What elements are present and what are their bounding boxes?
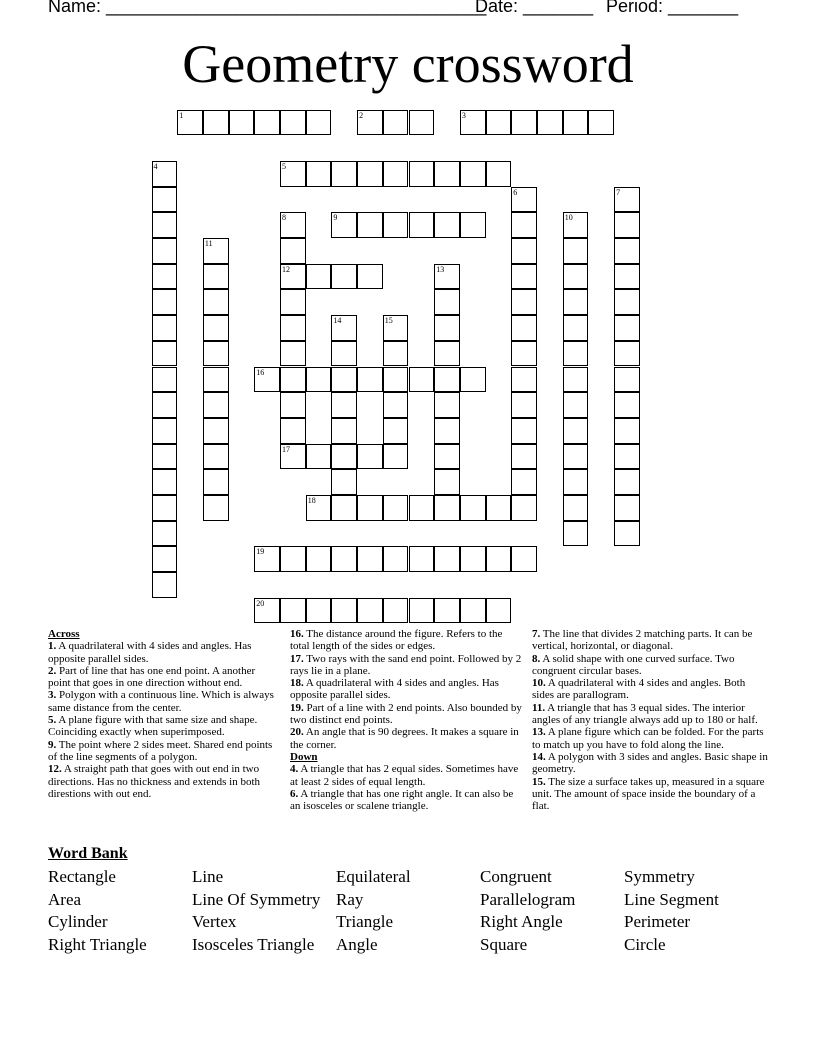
crossword-cell[interactable] — [203, 341, 229, 367]
crossword-cell[interactable] — [511, 238, 537, 264]
crossword-cell[interactable] — [331, 341, 357, 367]
crossword-cell[interactable] — [563, 469, 589, 495]
word-bank-item: Perimeter — [624, 912, 691, 931]
crossword-cell[interactable] — [434, 315, 460, 341]
crossword-cell[interactable] — [614, 521, 640, 547]
clue-item-text: Part of line that has one end point. A another point that goes in one direction without end. — [48, 664, 256, 690]
clue-item-number: 19. — [290, 701, 304, 714]
crossword-cell[interactable] — [460, 598, 486, 624]
crossword-cell[interactable] — [511, 315, 537, 341]
crossword-cell[interactable] — [331, 264, 357, 290]
crossword-cell[interactable] — [434, 418, 460, 444]
crossword-cell[interactable] — [614, 264, 640, 290]
crossword-cell[interactable] — [409, 495, 435, 521]
clue-item — [290, 677, 522, 702]
crossword-cell[interactable] — [280, 315, 306, 341]
crossword-cell[interactable] — [152, 161, 178, 187]
crossword-cell[interactable] — [563, 238, 589, 264]
crossword-cell[interactable] — [254, 367, 280, 393]
crossword-cell[interactable] — [563, 495, 589, 521]
crossword-cell[interactable] — [357, 444, 383, 470]
clue-item — [290, 653, 522, 678]
clue-item — [532, 677, 768, 702]
clue-item — [532, 751, 768, 776]
crossword-cell[interactable] — [203, 418, 229, 444]
crossword-cell[interactable] — [434, 289, 460, 315]
crossword-cell[interactable] — [280, 418, 306, 444]
crossword-cell[interactable] — [203, 444, 229, 470]
crossword-cell[interactable] — [511, 392, 537, 418]
word-bank-item: Vertex — [192, 912, 237, 931]
clue-item-number: 18. — [290, 677, 304, 690]
crossword-cell[interactable] — [460, 110, 486, 136]
crossword-cell[interactable] — [152, 315, 178, 341]
clue-item-text: A plane figure with that same size and shape. Coinciding exactly when superimposed. — [48, 714, 258, 739]
clue-item-number: 20. — [290, 726, 304, 739]
word-bank-item: Congruent — [480, 867, 552, 886]
clue-number: 17 — [282, 444, 290, 454]
crossword-cell[interactable] — [614, 444, 640, 470]
crossword-cell[interactable] — [177, 110, 203, 136]
crossword-cell[interactable] — [280, 264, 306, 290]
clue-number: 4 — [153, 161, 158, 171]
clue-item — [290, 726, 522, 751]
crossword-cell[interactable] — [563, 212, 589, 238]
crossword-cell[interactable] — [434, 598, 460, 624]
crossword-cell[interactable] — [306, 444, 332, 470]
crossword-cell[interactable] — [614, 367, 640, 393]
crossword-cell[interactable] — [152, 341, 178, 367]
clue-item-text: The size a surface takes up, measured in a square unit. The amount of space inside the boundary of a flat. — [532, 775, 765, 813]
crossword-cell[interactable] — [434, 341, 460, 367]
word-bank-item: Isosceles Triangle — [192, 935, 315, 954]
clue-item-number: 9. — [48, 738, 57, 751]
crossword-cell[interactable] — [152, 392, 178, 418]
word-bank-item: Rectangle — [48, 867, 116, 886]
crossword-cell[interactable] — [383, 315, 409, 341]
clue-item-number: 11. — [532, 701, 546, 714]
clue-item-text: An angle that is 90 degrees. It makes a square in the corner. — [290, 726, 519, 751]
clues-column-1 — [48, 628, 280, 800]
clue-item-text: Two rays with the sand end point. Followed by 2 rays lie in a plane. — [290, 652, 522, 677]
crossword-cell[interactable] — [563, 521, 589, 547]
crossword-cell[interactable] — [203, 392, 229, 418]
crossword-cell[interactable] — [331, 444, 357, 470]
crossword-cell[interactable] — [203, 264, 229, 290]
crossword-cell[interactable] — [614, 212, 640, 238]
clue-item-number: 17. — [290, 652, 304, 665]
crossword-cell[interactable] — [280, 392, 306, 418]
crossword-cell[interactable] — [434, 161, 460, 187]
crossword-cell[interactable] — [383, 546, 409, 572]
crossword-cell[interactable] — [383, 110, 409, 136]
crossword-cell[interactable] — [563, 315, 589, 341]
clue-number: 5 — [282, 161, 286, 171]
crossword-cell[interactable] — [152, 572, 178, 598]
crossword-cell[interactable] — [383, 341, 409, 367]
crossword-cell[interactable] — [306, 161, 332, 187]
crossword-cell[interactable] — [306, 546, 332, 572]
crossword-cell[interactable] — [409, 161, 435, 187]
clue-item — [532, 702, 768, 727]
clue-item — [48, 640, 280, 665]
crossword-cell[interactable] — [434, 264, 460, 290]
crossword-cell[interactable] — [306, 495, 332, 521]
crossword-cell[interactable] — [203, 495, 229, 521]
clue-item-text: The line that divides 2 matching parts. It can be vertical, horizontal, or diagonal. — [532, 628, 753, 653]
crossword-cell[interactable] — [306, 598, 332, 624]
crossword-cell[interactable] — [511, 418, 537, 444]
crossword-cell[interactable] — [434, 495, 460, 521]
crossword-cell[interactable] — [434, 546, 460, 572]
crossword-cell[interactable] — [331, 546, 357, 572]
clue-number: 6 — [513, 187, 518, 197]
page-title: Geometry crossword — [182, 34, 634, 94]
crossword-cell[interactable] — [614, 469, 640, 495]
crossword-cell[interactable] — [306, 367, 332, 393]
crossword-cell[interactable] — [383, 161, 409, 187]
word-bank-item: Square — [480, 935, 528, 954]
crossword-cell[interactable] — [152, 187, 178, 213]
crossword-cell[interactable] — [280, 367, 306, 393]
crossword-cell[interactable] — [434, 444, 460, 470]
crossword-cell[interactable] — [152, 444, 178, 470]
crossword-cell[interactable] — [409, 367, 435, 393]
clue-item-number: 5. — [48, 714, 57, 727]
crossword-cell[interactable] — [614, 418, 640, 444]
crossword-cell[interactable] — [280, 341, 306, 367]
crossword-cell[interactable] — [280, 110, 306, 136]
crossword-cell[interactable] — [152, 418, 178, 444]
clue-item — [48, 763, 280, 800]
crossword-cell[interactable] — [460, 161, 486, 187]
crossword-cell[interactable] — [511, 212, 537, 238]
crossword-cell[interactable] — [280, 161, 306, 187]
crossword-cell[interactable] — [614, 341, 640, 367]
word-bank-item: Circle — [624, 935, 666, 954]
clue-item-text: A triangle that has 2 equal sides. Sometimes have at least 2 sides of equal length. — [290, 763, 519, 788]
crossword-cell[interactable] — [486, 546, 512, 572]
crossword-cell[interactable] — [331, 315, 357, 341]
word-bank-item: Parallelogram — [480, 890, 576, 909]
crossword-cell[interactable] — [614, 238, 640, 264]
crossword-cell[interactable] — [383, 367, 409, 393]
crossword-cell[interactable] — [280, 444, 306, 470]
clue-item — [290, 763, 522, 788]
clue-number: 16 — [256, 367, 265, 377]
crossword-cell[interactable] — [331, 469, 357, 495]
word-bank-item: Ray — [336, 890, 364, 909]
crossword-cell[interactable] — [331, 495, 357, 521]
crossword-cell[interactable] — [152, 367, 178, 393]
crossword-cell[interactable] — [357, 110, 383, 136]
clue-item-text: A quadrilateral with 4 sides and angles. Has opposite parallel sides. — [48, 640, 252, 665]
crossword-cell[interactable] — [357, 598, 383, 624]
crossword-cell[interactable] — [203, 289, 229, 315]
clue-item-number: 8. — [532, 652, 541, 665]
clue-number: 14 — [333, 316, 342, 326]
crossword-cell[interactable] — [511, 444, 537, 470]
crossword-cell[interactable] — [460, 367, 486, 393]
crossword-cell[interactable] — [434, 469, 460, 495]
clue-item — [48, 714, 280, 739]
crossword-cell[interactable] — [280, 289, 306, 315]
crossword-cell[interactable] — [203, 315, 229, 341]
crossword-cell[interactable] — [563, 264, 589, 290]
crossword-cell[interactable] — [563, 392, 589, 418]
clue-item — [48, 689, 280, 714]
clue-heading: Across — [48, 628, 80, 640]
clue-item-number: 2. — [48, 664, 57, 677]
crossword-cell[interactable] — [563, 444, 589, 470]
clue-item-number: 7. — [532, 628, 541, 640]
crossword-cell[interactable] — [486, 495, 512, 521]
crossword-cell[interactable] — [563, 367, 589, 393]
crossword-cell[interactable] — [460, 212, 486, 238]
clue-number: 3 — [461, 110, 466, 120]
clues-column-2 — [290, 628, 522, 812]
crossword-cell[interactable] — [331, 161, 357, 187]
crossword-cell[interactable] — [486, 598, 512, 624]
crossword-cell[interactable] — [511, 495, 537, 521]
clue-number: 13 — [436, 264, 445, 274]
crossword-cell[interactable] — [152, 289, 178, 315]
clue-item-number: 13. — [532, 726, 546, 739]
word-bank-item: Line Segment — [624, 890, 719, 909]
crossword-cell[interactable] — [331, 598, 357, 624]
clue-item-text: Polygon with a continuous line. Which is always same distance from the center. — [48, 689, 274, 714]
crossword-cell[interactable] — [152, 238, 178, 264]
crossword-cell[interactable] — [511, 264, 537, 290]
crossword-cell[interactable] — [511, 110, 537, 136]
crossword-cell[interactable] — [614, 495, 640, 521]
crossword-cell[interactable] — [331, 212, 357, 238]
crossword-cell[interactable] — [383, 418, 409, 444]
name-field[interactable]: Name: ______________________________________ — [48, 0, 487, 16]
crossword-cell[interactable] — [357, 367, 383, 393]
clue-item-text: A polygon with 3 sides and angles. Basic shape in geometry. — [532, 750, 768, 776]
crossword-cell[interactable] — [434, 212, 460, 238]
word-bank-item: Symmetry — [624, 867, 695, 886]
crossword-cell[interactable] — [511, 341, 537, 367]
crossword-cell[interactable] — [203, 110, 229, 136]
crossword-cell[interactable] — [460, 546, 486, 572]
crossword-cell[interactable] — [357, 495, 383, 521]
clue-item-number: 6. — [290, 787, 299, 800]
crossword-cell[interactable] — [152, 469, 178, 495]
clue-number: 10 — [564, 213, 573, 223]
crossword-cell[interactable] — [383, 392, 409, 418]
crossword-cell[interactable] — [383, 598, 409, 624]
clue-item-text: A plane figure which can be folded. For the parts to match up you have to fold along the line. — [532, 726, 764, 751]
crossword-cell[interactable] — [280, 238, 306, 264]
crossword-cell[interactable] — [203, 367, 229, 393]
crossword-cell[interactable] — [409, 546, 435, 572]
crossword-cell[interactable] — [563, 289, 589, 315]
period-field[interactable]: Period: _______ — [606, 0, 739, 16]
crossword-cell[interactable] — [409, 598, 435, 624]
clue-number: 8 — [282, 213, 286, 223]
clue-item-number: 15. — [532, 775, 546, 788]
crossword-cell[interactable] — [409, 110, 435, 136]
word-bank-title: Word Bank — [48, 845, 128, 862]
clue-item — [290, 628, 522, 653]
crossword-cell[interactable] — [306, 110, 332, 136]
crossword-cell[interactable] — [280, 546, 306, 572]
crossword-cell[interactable] — [280, 598, 306, 624]
clue-item-text: A straight path that goes with out end in two directions. Has no thickness and extends in both direstions with out end. — [48, 763, 261, 800]
word-bank-item: Triangle — [336, 912, 393, 931]
crossword-cell[interactable] — [203, 238, 229, 264]
word-bank-item: Line Of Symmetry — [192, 890, 321, 909]
clue-number: 7 — [616, 187, 621, 197]
crossword-cell[interactable] — [383, 495, 409, 521]
clue-item-number: 4. — [290, 763, 299, 776]
crossword-cell[interactable] — [614, 315, 640, 341]
word-bank-item: Angle — [336, 935, 378, 954]
clue-number: 19 — [256, 547, 265, 557]
word-bank-item: Right Angle — [480, 912, 563, 931]
clue-item-text: A triangle that has one right angle. It can also be an isosceles or scalene triangle. — [290, 787, 514, 813]
clue-item-number: 16. — [290, 628, 304, 640]
crossword-cell[interactable] — [331, 392, 357, 418]
clue-item-number: 12. — [48, 763, 62, 776]
crossword-cell[interactable] — [152, 546, 178, 572]
crossword-cell[interactable] — [152, 212, 178, 238]
crossword-cell[interactable] — [254, 110, 280, 136]
date-field[interactable]: Date: _______ — [475, 0, 594, 16]
clue-item — [532, 653, 768, 678]
crossword-cell[interactable] — [254, 598, 280, 624]
clue-heading: Down — [290, 750, 318, 763]
crossword-cell[interactable] — [563, 341, 589, 367]
clue-item-text: A quadrilateral with 4 sides and angles. Has opposite parallel sides. — [290, 677, 499, 702]
clue-item — [532, 628, 768, 653]
crossword-cell[interactable] — [357, 264, 383, 290]
clue-item-number: 14. — [532, 750, 546, 763]
crossword-cell[interactable] — [563, 418, 589, 444]
crossword-cell[interactable] — [486, 161, 512, 187]
crossword-cell[interactable] — [203, 469, 229, 495]
crossword-cell[interactable] — [229, 110, 255, 136]
crossword-cell[interactable] — [511, 367, 537, 393]
clue-item — [48, 739, 280, 764]
clue-number: 2 — [359, 110, 364, 120]
clue-item — [532, 776, 768, 813]
crossword-cell[interactable] — [331, 418, 357, 444]
crossword-cell[interactable] — [511, 469, 537, 495]
clue-number: 1 — [179, 110, 184, 120]
crossword-cell[interactable] — [357, 212, 383, 238]
crossword-cell[interactable] — [152, 495, 178, 521]
word-bank-item: Area — [48, 890, 82, 909]
clue-item-text: A triangle that has 3 equal sides. The interior angles of any triangle always add up to 180 or half. — [532, 701, 758, 727]
clue-number: 9 — [333, 213, 338, 223]
crossword-cell[interactable] — [588, 110, 614, 136]
word-bank-item: Line — [192, 867, 224, 886]
crossword-cell[interactable] — [357, 161, 383, 187]
crossword-cell[interactable] — [409, 212, 435, 238]
crossword-cell[interactable] — [434, 392, 460, 418]
clue-item-text: The point where 2 sides meet. Shared end points of the line segments of a polygon. — [48, 738, 273, 763]
crossword-cell[interactable] — [614, 289, 640, 315]
crossword-cell[interactable] — [434, 367, 460, 393]
clue-item-number: 3. — [48, 689, 57, 702]
crossword-cell[interactable] — [383, 444, 409, 470]
clue-number: 15 — [384, 316, 393, 326]
clue-item-text: The distance around the figure. Refers to the total length of the sides or edges. — [290, 628, 503, 653]
crossword-cell[interactable] — [383, 212, 409, 238]
clue-number: 11 — [204, 239, 213, 248]
word-bank-item: Cylinder — [48, 912, 108, 931]
crossword-cell[interactable] — [563, 110, 589, 136]
crossword-cell[interactable] — [511, 187, 537, 213]
clue-item-text: A solid shape with one curved surface. Two congruent circular bases. — [532, 652, 735, 677]
clue-item — [48, 665, 280, 690]
clues-column-3 — [532, 628, 768, 812]
clue-number: 20 — [256, 598, 265, 608]
clue-item — [290, 702, 522, 727]
crossword-cell[interactable] — [152, 521, 178, 547]
clue-number: 12 — [282, 264, 290, 274]
crossword-cell[interactable] — [280, 212, 306, 238]
crossword-cell[interactable] — [614, 187, 640, 213]
clue-item — [290, 788, 522, 813]
word-bank-item: Right Triangle — [48, 935, 147, 954]
word-bank-item: Equilateral — [336, 867, 411, 886]
crossword-cell[interactable] — [511, 546, 537, 572]
crossword-cell[interactable] — [306, 264, 332, 290]
crossword-cell[interactable] — [152, 264, 178, 290]
crossword-cell[interactable] — [486, 110, 512, 136]
clue-number: 18 — [307, 496, 316, 505]
clue-item-number: 10. — [532, 677, 546, 690]
crossword-cell[interactable] — [331, 367, 357, 393]
clue-item — [532, 726, 768, 751]
crossword-cell[interactable] — [511, 289, 537, 315]
clue-item-text: A quadrilateral with 4 sides and angles. Both sides are parallogram. — [532, 677, 746, 702]
clue-item-text: Part of a line with 2 end points. Also bounded by two distinct end points. — [290, 701, 522, 727]
crossword-cell[interactable] — [537, 110, 563, 136]
crossword-cell[interactable] — [357, 546, 383, 572]
clue-item-number: 1. — [48, 640, 57, 653]
crossword-cell[interactable] — [254, 546, 280, 572]
crossword-cell[interactable] — [460, 495, 486, 521]
crossword-cell[interactable] — [614, 392, 640, 418]
